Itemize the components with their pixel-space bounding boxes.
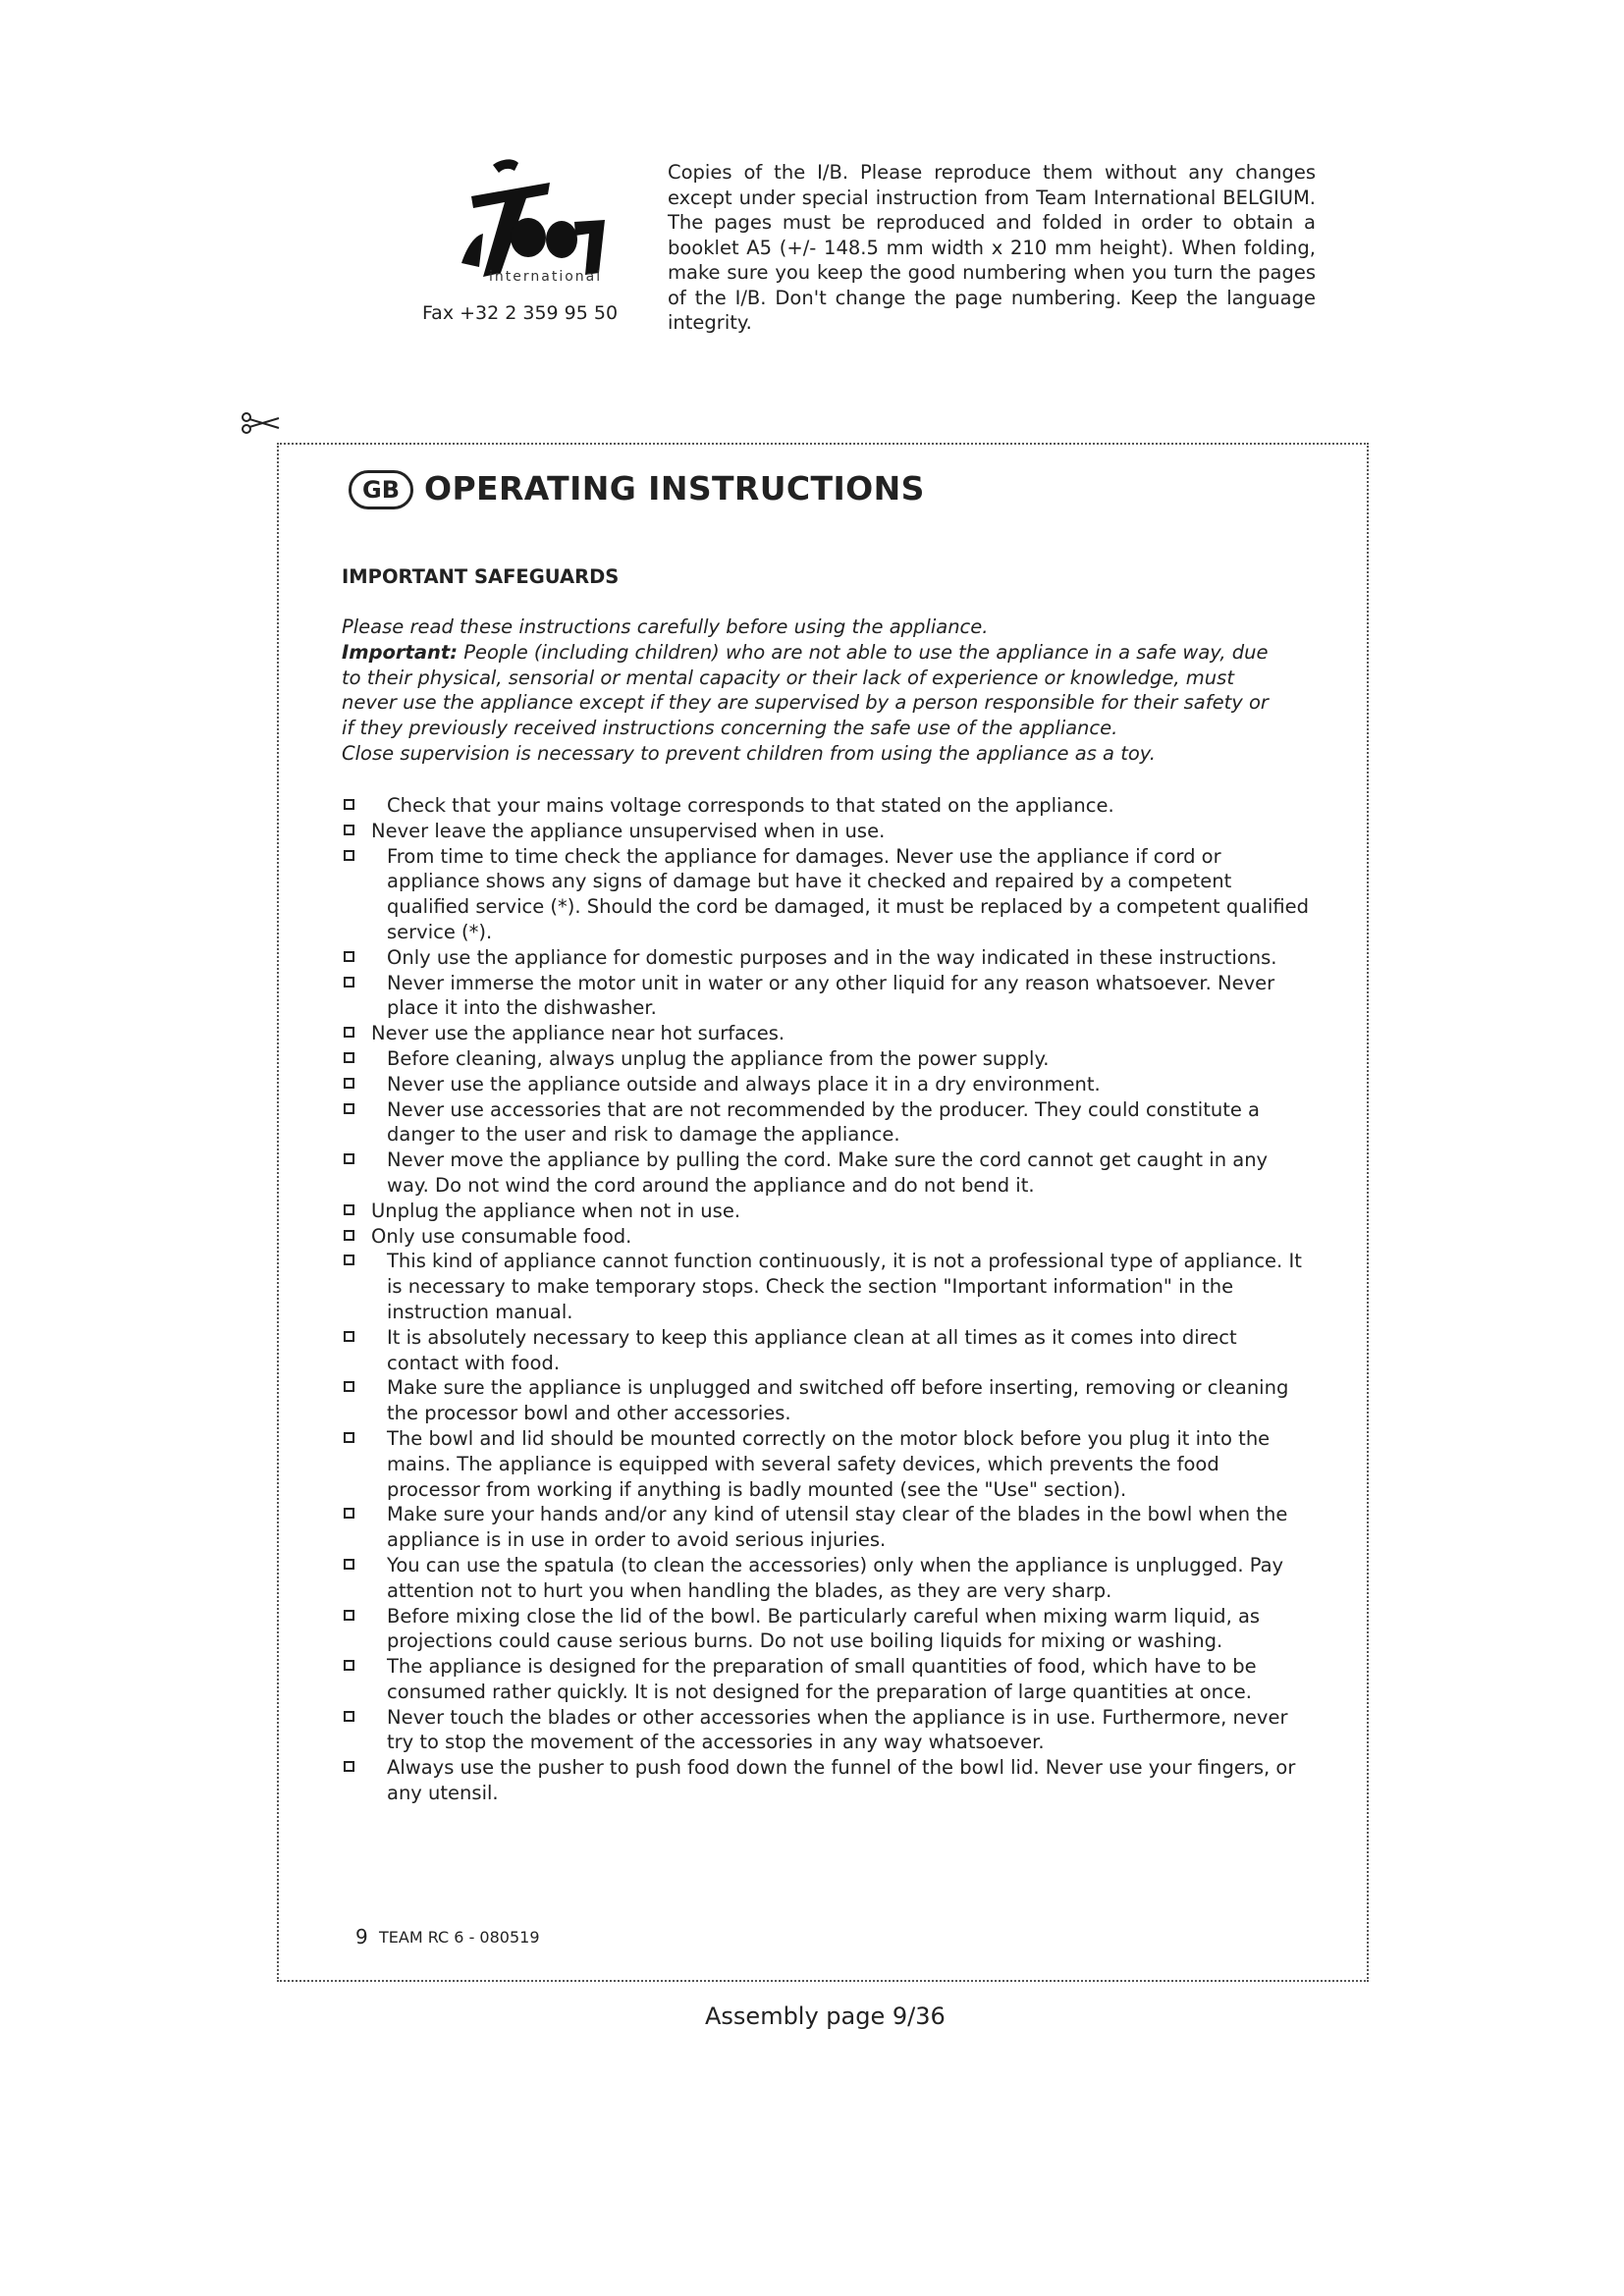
checkbox-bullet-icon	[344, 1761, 354, 1772]
checkbox-bullet-icon	[344, 1052, 354, 1063]
checkbox-bullet-icon	[344, 1660, 354, 1671]
checkbox-bullet-icon	[344, 825, 354, 835]
list-item: Make sure the appliance is unplugged and switched off before inserting, removing or cleaning the processor bowl and other accessories.	[342, 1375, 1314, 1426]
checkbox-bullet-icon	[344, 799, 354, 810]
checkbox-bullet-icon	[344, 1153, 354, 1164]
page-title: OPERATING INSTRUCTIONS	[424, 469, 925, 507]
list-item: Check that your mains voltage corresponds to that stated on the appliance.	[342, 793, 1314, 819]
checkbox-bullet-icon	[344, 1230, 354, 1241]
list-item: Never use accessories that are not recommended by the producer. They could constitute a danger to the user and risk to damage the appliance.	[342, 1097, 1314, 1148]
reproduction-note: Copies of the I/B. Please reproduce them without any changes except under special instruction from Team International BELGIUM. The pages must be reproduced and folded in order to obtain a booklet A5 (+/- 148.5 mm width x 210 mm height). When folding, make sure you keep the good numbering when you turn the pages of the I/B. Don't change the page numbering. Keep the language integrity.	[668, 161, 1316, 334]
scissors-icon	[240, 410, 281, 436]
checkbox-bullet-icon	[344, 1432, 354, 1443]
list-item: Make sure your hands and/or any kind of utensil stay clear of the blades in the bowl when the appliance is in use in order to avoid serious injuries.	[342, 1502, 1314, 1553]
list-item: Never use the appliance outside and always place it in a dry environment.	[342, 1072, 1314, 1097]
list-item: It is absolutely necessary to keep this appliance clean at all times as it comes into direct contact with food.	[342, 1325, 1314, 1376]
checkbox-bullet-icon	[344, 1331, 354, 1342]
checkbox-bullet-icon	[344, 1255, 354, 1265]
list-item: Never use the appliance near hot surfaces.	[342, 1021, 1314, 1046]
list-item: Before cleaning, always unplug the appliance from the power supply.	[342, 1046, 1314, 1072]
checkbox-bullet-icon	[344, 1610, 354, 1621]
model-code: TEAM RC 6 - 080519	[379, 1928, 540, 1947]
team-logo	[432, 157, 609, 285]
list-item: Never move the appliance by pulling the cord. Make sure the cord cannot get caught in any way. Do not wind the cord around the appliance and do not bend it.	[342, 1148, 1314, 1199]
checkbox-bullet-icon	[344, 850, 354, 861]
checkbox-bullet-icon	[344, 951, 354, 962]
list-item: This kind of appliance cannot function continuously, it is not a professional type of appliance. It is necessary to make temporary stops. Check the section "Important information" in the instruction manual.	[342, 1249, 1314, 1324]
list-item: From time to time check the appliance for damages. Never use the appliance if cord or appliance shows any signs of damage but have it checked and repaired by a competent qualified service (*). Should the cord be damaged, it must be replaced by a competent qualified service (*).	[342, 844, 1314, 945]
assembly-page-label: Assembly page 9/36	[705, 2002, 946, 2030]
list-item: Never touch the blades or other accessories when the appliance is in use. Furthermore, never try to stop the movement of the accessories in any way whatsoever.	[342, 1705, 1314, 1756]
list-item: Never immerse the motor unit in water or any other liquid for any reason whatsoever. Never place it into the dishwasher.	[342, 971, 1314, 1022]
checkbox-bullet-icon	[344, 1204, 354, 1215]
svg-text:international: international	[489, 269, 603, 285]
list-item: The appliance is designed for the preparation of small quantities of food, which have to be consumed rather quickly. It is not designed for the preparation of large quantities at once.	[342, 1654, 1314, 1705]
intro-paragraph	[342, 614, 1284, 767]
intro-line: Please read these instructions carefully before using the appliance.	[342, 615, 989, 638]
supervision-text: Close supervision is necessary to prevent children from using the appliance as a toy.	[342, 741, 1156, 765]
list-item: The bowl and lid should be mounted correctly on the motor block before you plug it into the mains. The appliance is equipped with several safety devices, which prevents the food processor from working if anything is badly mounted (see the "Use" section).	[342, 1426, 1314, 1502]
checkbox-bullet-icon	[344, 977, 354, 988]
checkbox-bullet-icon	[344, 1381, 354, 1392]
list-item: Only use the appliance for domestic purposes and in the way indicated in these instructions.	[342, 945, 1314, 971]
language-badge: GB	[349, 470, 413, 509]
checkbox-bullet-icon	[344, 1078, 354, 1089]
list-item: Never leave the appliance unsupervised when in use.	[342, 819, 1314, 844]
checkbox-bullet-icon	[344, 1508, 354, 1519]
important-label: Important:	[342, 640, 459, 664]
checkbox-bullet-icon	[344, 1711, 354, 1722]
checkbox-bullet-icon	[344, 1027, 354, 1038]
list-item: Unplug the appliance when not in use.	[342, 1199, 1314, 1224]
list-item: Always use the pusher to push food down the funnel of the bowl lid. Never use your fingers, or any utensil.	[342, 1755, 1314, 1806]
section-heading: IMPORTANT SAFEGUARDS	[342, 565, 620, 588]
checkbox-bullet-icon	[344, 1103, 354, 1114]
checkbox-bullet-icon	[344, 1559, 354, 1570]
list-item: You can use the spatula (to clean the accessories) only when the appliance is unplugged. Pay attention not to hurt you when handling the blades, as they are very sharp.	[342, 1553, 1314, 1604]
page-number: 9	[355, 1925, 368, 1949]
important-text: People (including children) who are not able to use the appliance in a safe way, due to their physical, sensorial or mental capacity or their lack of experience or knowledge, must never use the appliance except if they are supervised by a person responsible for their safety or if they previously received instructions concerning the safe use of the appliance.	[342, 640, 1269, 740]
list-item: Only use consumable food.	[342, 1224, 1314, 1250]
fax-number: Fax +32 2 359 95 50	[422, 302, 619, 324]
safeguards-list	[342, 793, 1314, 1806]
list-item: Before mixing close the lid of the bowl. Be particularly careful when mixing warm liquid, as projections could cause serious burns. Do not use boiling liquids for mixing or washing.	[342, 1604, 1314, 1655]
